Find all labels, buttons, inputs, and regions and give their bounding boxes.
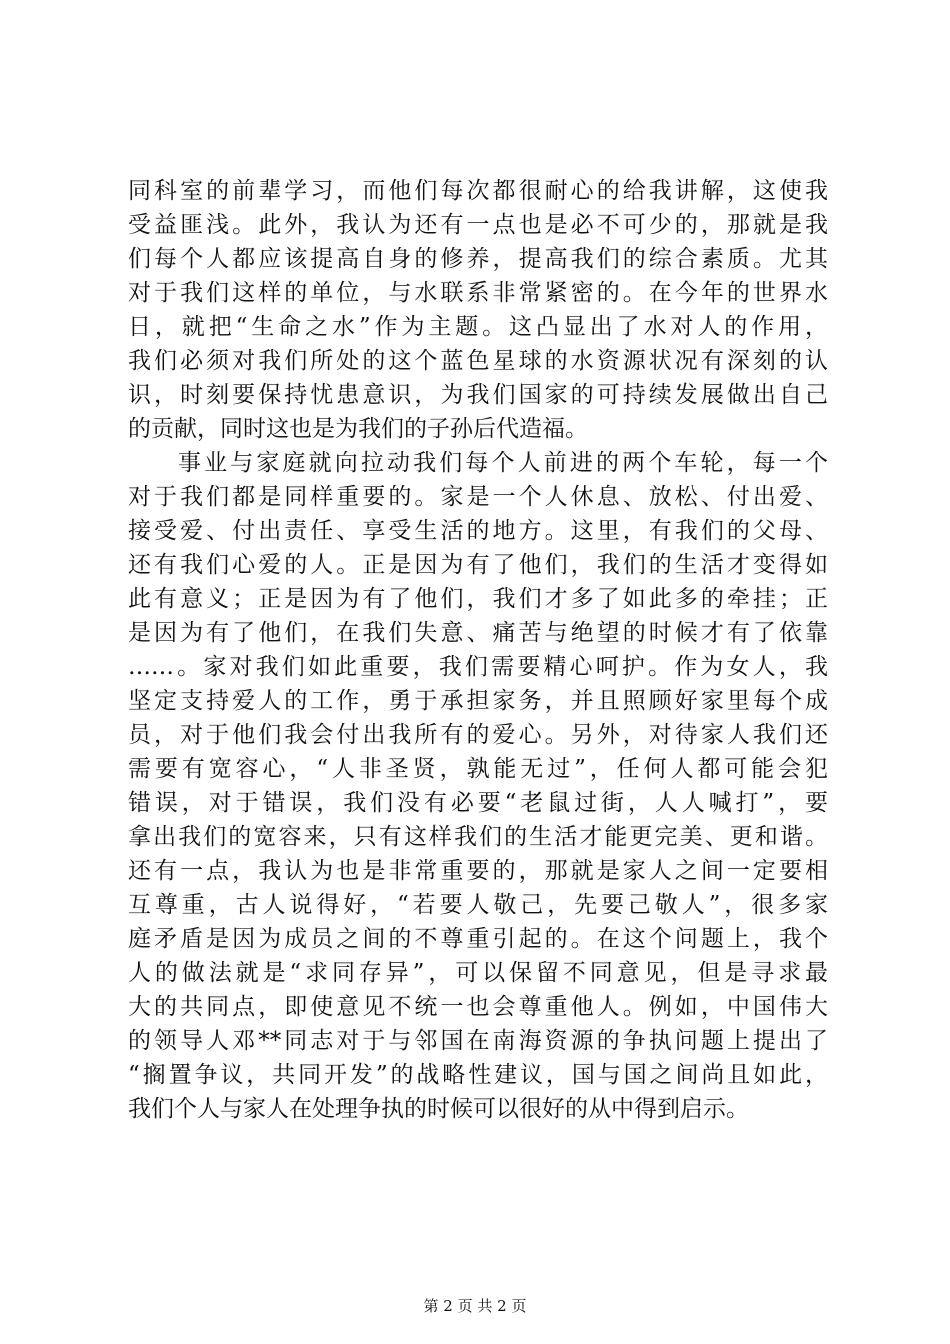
text-line: 错误，对于错误，我们没有必要“老鼠过街，人人喊打”，要 xyxy=(128,790,828,816)
text-line: 大的共同点，即使意见不统一也会尊重他人。例如，中国伟大 xyxy=(128,994,828,1020)
text-line: 对于我们都是同样重要的。家是一个人休息、放松、付出爱、 xyxy=(128,484,828,510)
body-text xyxy=(128,174,828,1126)
text-line: 的贡献，同时这也是为我们的子孙后代造福。 xyxy=(128,416,588,442)
text-line: 们每个人都应该提高自身的修养，提高我们的综合素质。尤其 xyxy=(128,246,828,272)
text-line: 人的做法就是“求同存异”，可以保留不同意见，但是寻求最 xyxy=(128,960,828,986)
paragraph-1 xyxy=(128,174,828,446)
text-line: 日，就把“生命之水”作为主题。这凸显出了水对人的作用， xyxy=(128,314,828,340)
page-number-footer: 第 2 页 共 2 页 xyxy=(423,1297,527,1315)
text-line: 接受爱、付出责任、享受生活的地方。这里，有我们的父母、 xyxy=(128,518,828,544)
paragraph-2 xyxy=(128,446,828,1126)
text-line: 拿出我们的宽容来，只有这样我们的生活才能更完美、更和谐。 xyxy=(128,824,828,850)
text-line: 识，时刻要保持忧患意识，为我们国家的可持续发展做出自己 xyxy=(128,382,828,408)
text-line: ……。家对我们如此重要，我们需要精心呵护。作为女人，我 xyxy=(128,654,828,680)
text-line: 同科室的前辈学习，而他们每次都很耐心的给我讲解，这使我 xyxy=(128,178,828,204)
text-line: 庭矛盾是因为成员之间的不尊重引起的。在这个问题上，我个 xyxy=(128,926,828,952)
text-line: 还有我们心爱的人。正是因为有了他们，我们的生活才变得如 xyxy=(128,552,828,578)
text-line: 受益匪浅。此外，我认为还有一点也是必不可少的，那就是我 xyxy=(128,212,828,238)
text-line: 的领导人邓**同志对于与邻国在南海资源的争执问题上提出了 xyxy=(128,1028,828,1054)
text-line: 对于我们这样的单位，与水联系非常紧密的。在今年的世界水 xyxy=(128,280,828,306)
text-line: 坚定支持爱人的工作，勇于承担家务，并且照顾好家里每个成 xyxy=(128,688,828,714)
text-line: 需要有宽容心，“人非圣贤，孰能无过”，任何人都可能会犯 xyxy=(128,756,828,782)
text-line: 我们必须对我们所处的这个蓝色星球的水资源状况有深刻的认 xyxy=(128,348,828,374)
text-line: 员，对于他们我会付出我所有的爱心。另外，对待家人我们还 xyxy=(128,722,828,748)
text-line: 此有意义；正是因为有了他们，我们才多了如此多的牵挂；正 xyxy=(128,586,828,612)
text-line: 是因为有了他们，在我们失意、痛苦与绝望的时候才有了依靠 xyxy=(128,620,828,646)
text-line: “搁置争议，共同开发”的战略性建议，国与国之间尚且如此， xyxy=(128,1062,828,1088)
text-line: 我们个人与家人在处理争执的时候可以很好的从中得到启示。 xyxy=(128,1096,749,1122)
text-line: 还有一点，我认为也是非常重要的，那就是家人之间一定要相 xyxy=(128,858,828,884)
text-line: 事业与家庭就向拉动我们每个人前进的两个车轮，每一个 xyxy=(178,450,828,476)
text-line: 互尊重，古人说得好，“若要人敬己，先要己敬人”，很多家 xyxy=(128,892,828,918)
